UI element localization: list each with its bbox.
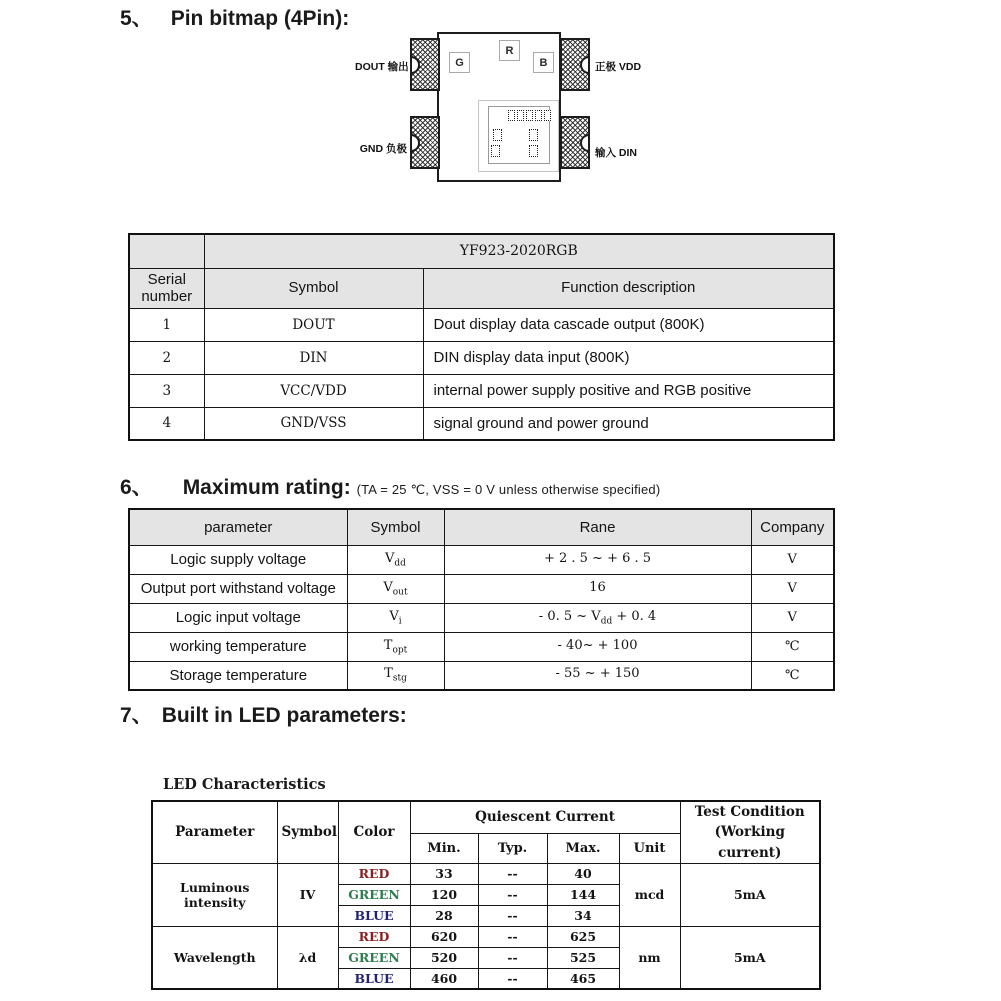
pin-pad-vdd <box>560 38 590 91</box>
col-unit-header: Unit <box>619 833 680 863</box>
rating-symbol <box>347 632 444 661</box>
led-color-blue: BLUE <box>338 968 410 989</box>
rating-unit: ℃ <box>751 632 834 661</box>
pin-description: Dout display data cascade output (800K) <box>423 308 834 341</box>
die-red-label: R <box>505 44 514 57</box>
pin-number: 2 <box>129 341 204 374</box>
pin-number: 1 <box>129 308 204 341</box>
led-characteristics-table <box>151 800 821 990</box>
pin-diagram <box>355 28 645 194</box>
table-row <box>129 603 834 632</box>
rating-parameter: Logic supply voltage <box>129 545 347 574</box>
range-text: - 40~ + 100 <box>557 637 638 653</box>
col-unit-header: Company <box>751 509 834 545</box>
product-name: YF923-2020RGB <box>204 234 834 268</box>
symbol-base: V <box>385 550 395 566</box>
led-symbol: λd <box>277 926 338 989</box>
table-row <box>152 926 820 947</box>
range-text: + 2 . 5 ~ + 6 . 5 <box>543 550 652 566</box>
led-min: 620 <box>410 926 478 947</box>
table-row <box>129 407 834 440</box>
col-color-header: Color <box>338 801 410 863</box>
table-row <box>129 341 834 374</box>
col-range-header: Rane <box>444 509 751 545</box>
col-symbol-header: Symbol <box>204 268 423 308</box>
pin-notch <box>410 134 420 152</box>
bond-pad <box>493 129 502 141</box>
col-symbol-header: Symbol <box>277 801 338 863</box>
led-color-green: GREEN <box>338 947 410 968</box>
pin-description: DIN display data input (800K) <box>423 341 834 374</box>
col-typ-header: Typ. <box>478 833 547 863</box>
bond-pad <box>529 145 538 157</box>
led-typ: -- <box>478 863 547 884</box>
led-unit: nm <box>619 926 680 989</box>
section6-title: Maximum rating: <box>182 476 351 499</box>
pin-number: 3 <box>129 374 204 407</box>
led-typ: -- <box>478 884 547 905</box>
rating-parameter: Logic input voltage <box>129 603 347 632</box>
ic-chip <box>478 100 559 172</box>
symbol-subscript: stg <box>392 674 407 685</box>
section5-number: 5、 <box>120 7 153 30</box>
led-typ: -- <box>478 968 547 989</box>
range-text: 16 <box>589 579 606 595</box>
rating-unit: V <box>751 603 834 632</box>
section6-note: (TA = 25 ℃, VSS = 0 V unless otherwise specified) <box>356 482 661 497</box>
bond-pad <box>544 110 551 121</box>
led-color-blue: BLUE <box>338 905 410 926</box>
die-blue-label: B <box>539 56 548 69</box>
led-color-green: GREEN <box>338 884 410 905</box>
pin-notch <box>410 56 420 74</box>
pin-pad-din <box>560 116 590 169</box>
led-max: 525 <box>547 947 619 968</box>
die-blue <box>533 52 554 73</box>
product-row-empty-cell <box>129 234 204 268</box>
pin-pad-dout <box>410 38 440 91</box>
rating-range <box>444 574 751 603</box>
rating-symbol <box>347 545 444 574</box>
die-red <box>499 40 520 61</box>
led-test-condition: 5mA <box>680 863 820 926</box>
symbol-subscript: dd <box>394 558 406 569</box>
section5-heading <box>120 2 349 32</box>
led-characteristics-title: LED Characteristics <box>163 776 326 793</box>
pin-pad-gnd <box>410 116 440 169</box>
symbol-base: V <box>383 579 393 595</box>
section7-number: 7、 <box>120 704 153 727</box>
range-subscript: dd <box>600 616 613 627</box>
pin-label-dout: DOUT 输出 <box>355 61 409 73</box>
symbol-base: T <box>383 637 393 653</box>
led-max: 40 <box>547 863 619 884</box>
rating-symbol <box>347 661 444 690</box>
section7-heading <box>120 699 407 729</box>
rating-unit: ℃ <box>751 661 834 690</box>
led-parameter: Luminous intensity <box>152 863 277 926</box>
pin-function-table <box>128 233 835 441</box>
table-row <box>129 374 834 407</box>
table-row <box>152 863 820 884</box>
col-symbol-header: Symbol <box>347 509 444 545</box>
led-max: 625 <box>547 926 619 947</box>
symbol-subscript: i <box>398 616 402 627</box>
led-max: 34 <box>547 905 619 926</box>
symbol-subscript: opt <box>392 645 408 656</box>
led-min: 33 <box>410 863 478 884</box>
bond-pad <box>535 110 542 121</box>
pin-number: 4 <box>129 407 204 440</box>
rating-unit: V <box>751 574 834 603</box>
test-condition-line2: (Working current) <box>714 824 785 861</box>
led-min: 460 <box>410 968 478 989</box>
led-typ: -- <box>478 926 547 947</box>
col-function-description-header: Function description <box>423 268 834 308</box>
range-text: - 55 ~ + 150 <box>555 666 640 682</box>
table-row <box>129 545 834 574</box>
led-max: 465 <box>547 968 619 989</box>
bond-pad <box>526 110 533 121</box>
rating-range <box>444 603 751 632</box>
table-row <box>129 632 834 661</box>
pin-symbol: GND/VSS <box>204 407 423 440</box>
pin-label-gnd: GND 负极 <box>359 143 407 155</box>
led-test-condition: 5mA <box>680 926 820 989</box>
rating-symbol <box>347 603 444 632</box>
col-serial-number-header: Serial number <box>129 268 204 308</box>
symbol-subscript: out <box>392 587 408 598</box>
section6-heading <box>120 471 660 501</box>
ic-chip-die <box>488 106 550 164</box>
table-row <box>129 574 834 603</box>
pin-symbol: DOUT <box>204 308 423 341</box>
led-color-red: RED <box>338 926 410 947</box>
rating-parameter: working temperature <box>129 632 347 661</box>
quiescent-current-group-header: Quiescent Current <box>410 801 680 833</box>
led-min: 120 <box>410 884 478 905</box>
test-condition-line1: Test Condition <box>694 804 805 820</box>
led-max: 144 <box>547 884 619 905</box>
col-max-header: Max. <box>547 833 619 863</box>
bond-pad <box>517 110 524 121</box>
pin-notch <box>580 134 590 152</box>
rating-symbol <box>347 574 444 603</box>
die-green <box>449 52 470 73</box>
pin-description: signal ground and power ground <box>423 407 834 440</box>
col-parameter-header: Parameter <box>152 801 277 863</box>
led-unit: mcd <box>619 863 680 926</box>
table-row <box>129 661 834 690</box>
rating-range <box>444 632 751 661</box>
rating-range <box>444 545 751 574</box>
symbol-base: V <box>389 608 399 624</box>
table-row <box>129 308 834 341</box>
pin-label-vdd: 正极 VDD <box>595 61 642 73</box>
bond-pad <box>529 129 538 141</box>
bond-pad <box>491 145 500 157</box>
pin-label-din: 输入 DIN <box>595 147 637 159</box>
led-typ: -- <box>478 947 547 968</box>
section5-title: Pin bitmap (4Pin): <box>170 7 350 30</box>
rating-parameter: Output port withstand voltage <box>129 574 347 603</box>
col-test-condition-header <box>680 801 820 863</box>
range-text: - 0. 5 ~ V <box>538 608 601 624</box>
symbol-base: T <box>384 666 393 682</box>
led-min: 28 <box>410 905 478 926</box>
led-parameter: Wavelength <box>152 926 277 989</box>
range-text: + 0. 4 <box>612 608 657 624</box>
die-green-label: G <box>455 56 464 69</box>
rating-unit: V <box>751 545 834 574</box>
led-min: 520 <box>410 947 478 968</box>
col-parameter-header: parameter <box>129 509 347 545</box>
pin-notch <box>580 56 590 74</box>
pin-symbol: VCC/VDD <box>204 374 423 407</box>
led-typ: -- <box>478 905 547 926</box>
section7-title: Built in LED parameters: <box>161 704 407 727</box>
bond-pad <box>508 110 515 121</box>
led-color-red: RED <box>338 863 410 884</box>
pin-symbol: DIN <box>204 341 423 374</box>
pin-description: internal power supply positive and RGB positive <box>423 374 834 407</box>
col-min-header: Min. <box>410 833 478 863</box>
led-symbol: IV <box>277 863 338 926</box>
rating-range <box>444 661 751 690</box>
section6-number: 6、 <box>120 476 153 499</box>
rating-parameter: Storage temperature <box>129 661 347 690</box>
maximum-rating-table <box>128 508 835 691</box>
